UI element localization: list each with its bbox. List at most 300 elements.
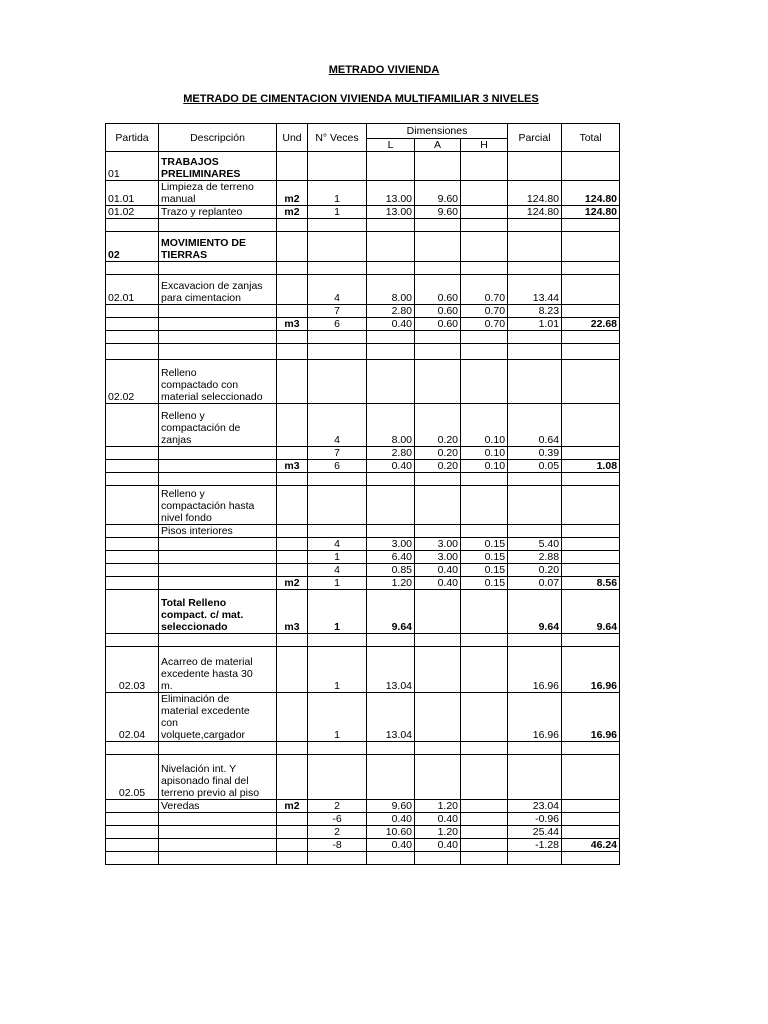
cell-parcial: 8.23 [508, 305, 562, 318]
cell-und [277, 232, 308, 262]
cell-h: 0.15 [461, 538, 508, 551]
cell-a [415, 331, 461, 344]
table-row [106, 693, 620, 742]
cell-parcial: 0.20 [508, 564, 562, 577]
cell-partida [106, 538, 159, 551]
cell-l: 9.64 [367, 590, 415, 634]
table-row [106, 647, 620, 693]
cell-und [277, 564, 308, 577]
cell-descripcion: Pisos interiores [159, 525, 277, 538]
cell-veces [308, 360, 367, 404]
cell-descripcion [159, 839, 277, 852]
cell-h [461, 473, 508, 486]
cell-h [461, 525, 508, 538]
cell-a [415, 742, 461, 755]
table-row [106, 447, 620, 460]
cell-l [367, 852, 415, 865]
cell-parcial: 13.44 [508, 275, 562, 305]
cell-a: 9.60 [415, 181, 461, 206]
header-a: A [415, 139, 461, 152]
cell-und [277, 525, 308, 538]
cell-h [461, 360, 508, 404]
cell-parcial [508, 331, 562, 344]
cell-descripcion [159, 634, 277, 647]
cell-parcial: 16.96 [508, 647, 562, 693]
header-l: L [367, 139, 415, 152]
cell-parcial [508, 634, 562, 647]
cell-veces: 1 [308, 693, 367, 742]
cell-l: 0.40 [367, 318, 415, 331]
cell-und [277, 447, 308, 460]
cell-total [562, 262, 620, 275]
cell-l [367, 331, 415, 344]
cell-h [461, 219, 508, 232]
cell-h [461, 486, 508, 525]
cell-h: 0.70 [461, 275, 508, 305]
cell-parcial [508, 152, 562, 181]
metrado-table [105, 123, 620, 865]
cell-partida [106, 634, 159, 647]
table-row [106, 590, 620, 634]
cell-a [415, 693, 461, 742]
cell-veces: 2 [308, 800, 367, 813]
cell-parcial: 0.05 [508, 460, 562, 473]
cell-veces: -6 [308, 813, 367, 826]
cell-l: 13.00 [367, 206, 415, 219]
cell-parcial [508, 525, 562, 538]
cell-a [415, 525, 461, 538]
cell-a: 0.60 [415, 275, 461, 305]
cell-und [277, 262, 308, 275]
cell-descripcion: Excavacion de zanjas para cimentacion [159, 275, 277, 305]
cell-descripcion: Relleno compactado con material seleccionado [159, 360, 277, 404]
cell-h [461, 755, 508, 800]
cell-partida [106, 486, 159, 525]
cell-veces: 1 [308, 551, 367, 564]
cell-a: 1.20 [415, 800, 461, 813]
table-row [106, 551, 620, 564]
cell-l: 0.40 [367, 813, 415, 826]
cell-veces: 1 [308, 181, 367, 206]
document-title: METRADO VIVIENDA [328, 64, 440, 76]
cell-a: 0.60 [415, 305, 461, 318]
cell-l [367, 473, 415, 486]
cell-parcial: 25.44 [508, 826, 562, 839]
cell-total: 22.68 [562, 318, 620, 331]
cell-parcial [508, 742, 562, 755]
cell-partida [106, 473, 159, 486]
cell-veces [308, 525, 367, 538]
cell-a [415, 262, 461, 275]
cell-partida [106, 219, 159, 232]
cell-und [277, 852, 308, 865]
cell-descripcion [159, 262, 277, 275]
cell-h [461, 590, 508, 634]
cell-total [562, 551, 620, 564]
cell-partida: 01.01 [106, 181, 159, 206]
cell-veces: 1 [308, 590, 367, 634]
cell-descripcion [159, 447, 277, 460]
table-row [106, 525, 620, 538]
cell-und: m2 [277, 206, 308, 219]
cell-parcial [508, 360, 562, 404]
cell-veces [308, 852, 367, 865]
cell-h [461, 152, 508, 181]
cell-parcial [508, 486, 562, 525]
cell-parcial [508, 473, 562, 486]
cell-l: 1.20 [367, 577, 415, 590]
cell-total [562, 800, 620, 813]
cell-descripcion: Trazo y replanteo [159, 206, 277, 219]
cell-veces [308, 486, 367, 525]
cell-partida: 02.03 [106, 647, 159, 693]
cell-h [461, 344, 508, 360]
cell-partida [106, 813, 159, 826]
table-row [106, 404, 620, 447]
table-row [106, 473, 620, 486]
cell-descripcion [159, 551, 277, 564]
table-row [106, 755, 620, 800]
cell-l [367, 232, 415, 262]
cell-partida: 02 [106, 232, 159, 262]
header-total: Total [562, 124, 620, 152]
cell-total [562, 742, 620, 755]
table-row [106, 800, 620, 813]
table-row [106, 305, 620, 318]
cell-veces: -8 [308, 839, 367, 852]
cell-parcial: 124.80 [508, 206, 562, 219]
cell-partida [106, 318, 159, 331]
cell-total [562, 404, 620, 447]
cell-veces [308, 742, 367, 755]
cell-h: 0.70 [461, 305, 508, 318]
cell-a: 9.60 [415, 206, 461, 219]
table-row [106, 232, 620, 262]
cell-h [461, 839, 508, 852]
cell-veces: 6 [308, 460, 367, 473]
cell-descripcion [159, 826, 277, 839]
header-und: Und [277, 124, 308, 152]
cell-und [277, 839, 308, 852]
cell-a: 0.40 [415, 577, 461, 590]
cell-a [415, 360, 461, 404]
cell-descripcion [159, 852, 277, 865]
cell-parcial: -1.28 [508, 839, 562, 852]
cell-h [461, 813, 508, 826]
cell-l: 13.04 [367, 693, 415, 742]
cell-total [562, 344, 620, 360]
cell-total: 124.80 [562, 206, 620, 219]
cell-veces: 2 [308, 826, 367, 839]
cell-descripcion [159, 473, 277, 486]
table-row [106, 152, 620, 181]
cell-h [461, 232, 508, 262]
cell-parcial [508, 852, 562, 865]
cell-und: m2 [277, 800, 308, 813]
cell-und [277, 813, 308, 826]
cell-veces [308, 232, 367, 262]
cell-a [415, 755, 461, 800]
cell-veces: 7 [308, 305, 367, 318]
cell-l [367, 360, 415, 404]
cell-descripcion [159, 344, 277, 360]
cell-total [562, 634, 620, 647]
cell-h [461, 634, 508, 647]
table-row [106, 742, 620, 755]
table-row [106, 460, 620, 473]
cell-total [562, 331, 620, 344]
cell-partida [106, 447, 159, 460]
cell-total [562, 275, 620, 305]
cell-partida [106, 839, 159, 852]
cell-descripcion [159, 460, 277, 473]
table-row [106, 344, 620, 360]
cell-veces: 1 [308, 647, 367, 693]
cell-a: 3.00 [415, 551, 461, 564]
cell-partida [106, 344, 159, 360]
cell-total: 9.64 [562, 590, 620, 634]
cell-und [277, 331, 308, 344]
cell-total: 16.96 [562, 647, 620, 693]
cell-l: 0.85 [367, 564, 415, 577]
cell-h [461, 693, 508, 742]
cell-l: 6.40 [367, 551, 415, 564]
cell-veces [308, 344, 367, 360]
cell-a [415, 152, 461, 181]
cell-a [415, 634, 461, 647]
table-row [106, 826, 620, 839]
table-row [106, 577, 620, 590]
cell-l [367, 219, 415, 232]
cell-total [562, 473, 620, 486]
cell-h [461, 181, 508, 206]
cell-partida [106, 305, 159, 318]
cell-veces: 4 [308, 564, 367, 577]
cell-a [415, 473, 461, 486]
cell-veces: 4 [308, 275, 367, 305]
header-h: H [461, 139, 508, 152]
cell-partida [106, 590, 159, 634]
cell-l: 0.40 [367, 460, 415, 473]
cell-und: m2 [277, 181, 308, 206]
cell-total [562, 232, 620, 262]
table-row [106, 206, 620, 219]
cell-partida: 02.02 [106, 360, 159, 404]
cell-total: 46.24 [562, 839, 620, 852]
cell-l [367, 152, 415, 181]
table-row [106, 564, 620, 577]
cell-und: m3 [277, 460, 308, 473]
cell-parcial [508, 262, 562, 275]
cell-descripcion: MOVIMIENTO DE TIERRAS [159, 232, 277, 262]
cell-descripcion [159, 219, 277, 232]
cell-und: m3 [277, 590, 308, 634]
cell-veces: 1 [308, 577, 367, 590]
cell-veces: 7 [308, 447, 367, 460]
cell-l: 10.60 [367, 826, 415, 839]
cell-partida: 02.04 [106, 693, 159, 742]
cell-total [562, 564, 620, 577]
cell-veces [308, 262, 367, 275]
cell-a [415, 344, 461, 360]
cell-descripcion: Relleno y compactación hasta nivel fondo [159, 486, 277, 525]
header-partida: Partida [106, 124, 159, 152]
table-row [106, 486, 620, 525]
cell-partida [106, 577, 159, 590]
cell-parcial [508, 755, 562, 800]
cell-a [415, 647, 461, 693]
cell-descripcion [159, 318, 277, 331]
cell-a: 0.60 [415, 318, 461, 331]
cell-und: m3 [277, 318, 308, 331]
table-row [106, 181, 620, 206]
cell-parcial [508, 344, 562, 360]
cell-l: 2.80 [367, 447, 415, 460]
cell-a [415, 852, 461, 865]
cell-parcial: 0.39 [508, 447, 562, 460]
cell-und [277, 538, 308, 551]
document-subtitle: METRADO DE CIMENTACION VIVIENDA MULTIFAMILIAR 3 NIVELES [183, 93, 539, 105]
cell-total [562, 525, 620, 538]
cell-l [367, 742, 415, 755]
cell-partida [106, 331, 159, 344]
cell-a: 0.40 [415, 813, 461, 826]
cell-a: 3.00 [415, 538, 461, 551]
cell-partida [106, 800, 159, 813]
cell-und [277, 742, 308, 755]
cell-descripcion [159, 538, 277, 551]
cell-h [461, 331, 508, 344]
cell-veces: 6 [308, 318, 367, 331]
cell-descripcion: Veredas [159, 800, 277, 813]
cell-descripcion [159, 564, 277, 577]
cell-partida [106, 852, 159, 865]
cell-descripcion: Nivelación int. Y apisonado final del terreno previo al piso [159, 755, 277, 800]
cell-total [562, 538, 620, 551]
cell-l [367, 262, 415, 275]
cell-parcial: -0.96 [508, 813, 562, 826]
cell-partida: 02.01 [106, 275, 159, 305]
cell-l [367, 344, 415, 360]
cell-total: 124.80 [562, 181, 620, 206]
header-dimensiones: Dimensiones [367, 124, 508, 139]
cell-total: 1.08 [562, 460, 620, 473]
cell-veces [308, 473, 367, 486]
cell-l [367, 486, 415, 525]
cell-total: 16.96 [562, 693, 620, 742]
table-row [106, 813, 620, 826]
cell-und [277, 360, 308, 404]
cell-veces: 1 [308, 206, 367, 219]
cell-parcial: 16.96 [508, 693, 562, 742]
cell-veces: 4 [308, 404, 367, 447]
cell-und [277, 826, 308, 839]
cell-total [562, 360, 620, 404]
cell-h: 0.15 [461, 577, 508, 590]
cell-total [562, 219, 620, 232]
cell-veces [308, 331, 367, 344]
table-row [106, 275, 620, 305]
cell-partida: 01.02 [106, 206, 159, 219]
cell-total [562, 755, 620, 800]
cell-descripcion: TRABAJOS PRELIMINARES [159, 152, 277, 181]
cell-descripcion [159, 813, 277, 826]
table-row [106, 331, 620, 344]
header-descripcion: Descripción [159, 124, 277, 152]
cell-h: 0.70 [461, 318, 508, 331]
cell-l [367, 634, 415, 647]
table-row [106, 839, 620, 852]
cell-descripcion [159, 305, 277, 318]
cell-total [562, 813, 620, 826]
cell-l: 9.60 [367, 800, 415, 813]
cell-und [277, 152, 308, 181]
cell-a: 0.20 [415, 404, 461, 447]
cell-partida [106, 742, 159, 755]
cell-parcial: 1.01 [508, 318, 562, 331]
cell-descripcion: Relleno y compactación de zanjas [159, 404, 277, 447]
cell-parcial [508, 232, 562, 262]
cell-total [562, 152, 620, 181]
cell-und [277, 551, 308, 564]
cell-h [461, 826, 508, 839]
table-row [106, 538, 620, 551]
cell-a [415, 590, 461, 634]
cell-h: 0.15 [461, 564, 508, 577]
cell-descripcion: Total Relleno compact. c/ mat. seleccionado [159, 590, 277, 634]
cell-h: 0.10 [461, 404, 508, 447]
cell-parcial: 5.40 [508, 538, 562, 551]
cell-und [277, 219, 308, 232]
cell-h [461, 742, 508, 755]
cell-partida: 02.05 [106, 755, 159, 800]
cell-parcial: 0.07 [508, 577, 562, 590]
cell-parcial: 124.80 [508, 181, 562, 206]
header-parcial: Parcial [508, 124, 562, 152]
table-row [106, 852, 620, 865]
cell-a [415, 219, 461, 232]
cell-l [367, 755, 415, 800]
cell-h [461, 262, 508, 275]
cell-und: m2 [277, 577, 308, 590]
cell-total [562, 486, 620, 525]
cell-l: 13.04 [367, 647, 415, 693]
cell-a: 1.20 [415, 826, 461, 839]
cell-und [277, 404, 308, 447]
cell-h: 0.10 [461, 447, 508, 460]
cell-und [277, 344, 308, 360]
cell-parcial: 9.64 [508, 590, 562, 634]
cell-descripcion [159, 331, 277, 344]
cell-a: 0.20 [415, 447, 461, 460]
cell-partida [106, 262, 159, 275]
cell-total [562, 852, 620, 865]
cell-h [461, 800, 508, 813]
cell-und [277, 634, 308, 647]
cell-a: 0.40 [415, 564, 461, 577]
cell-partida [106, 564, 159, 577]
cell-veces [308, 219, 367, 232]
cell-parcial: 23.04 [508, 800, 562, 813]
cell-h [461, 852, 508, 865]
cell-und [277, 305, 308, 318]
cell-h [461, 647, 508, 693]
cell-parcial: 0.64 [508, 404, 562, 447]
cell-total [562, 447, 620, 460]
cell-l: 8.00 [367, 275, 415, 305]
cell-l [367, 525, 415, 538]
cell-und [277, 647, 308, 693]
